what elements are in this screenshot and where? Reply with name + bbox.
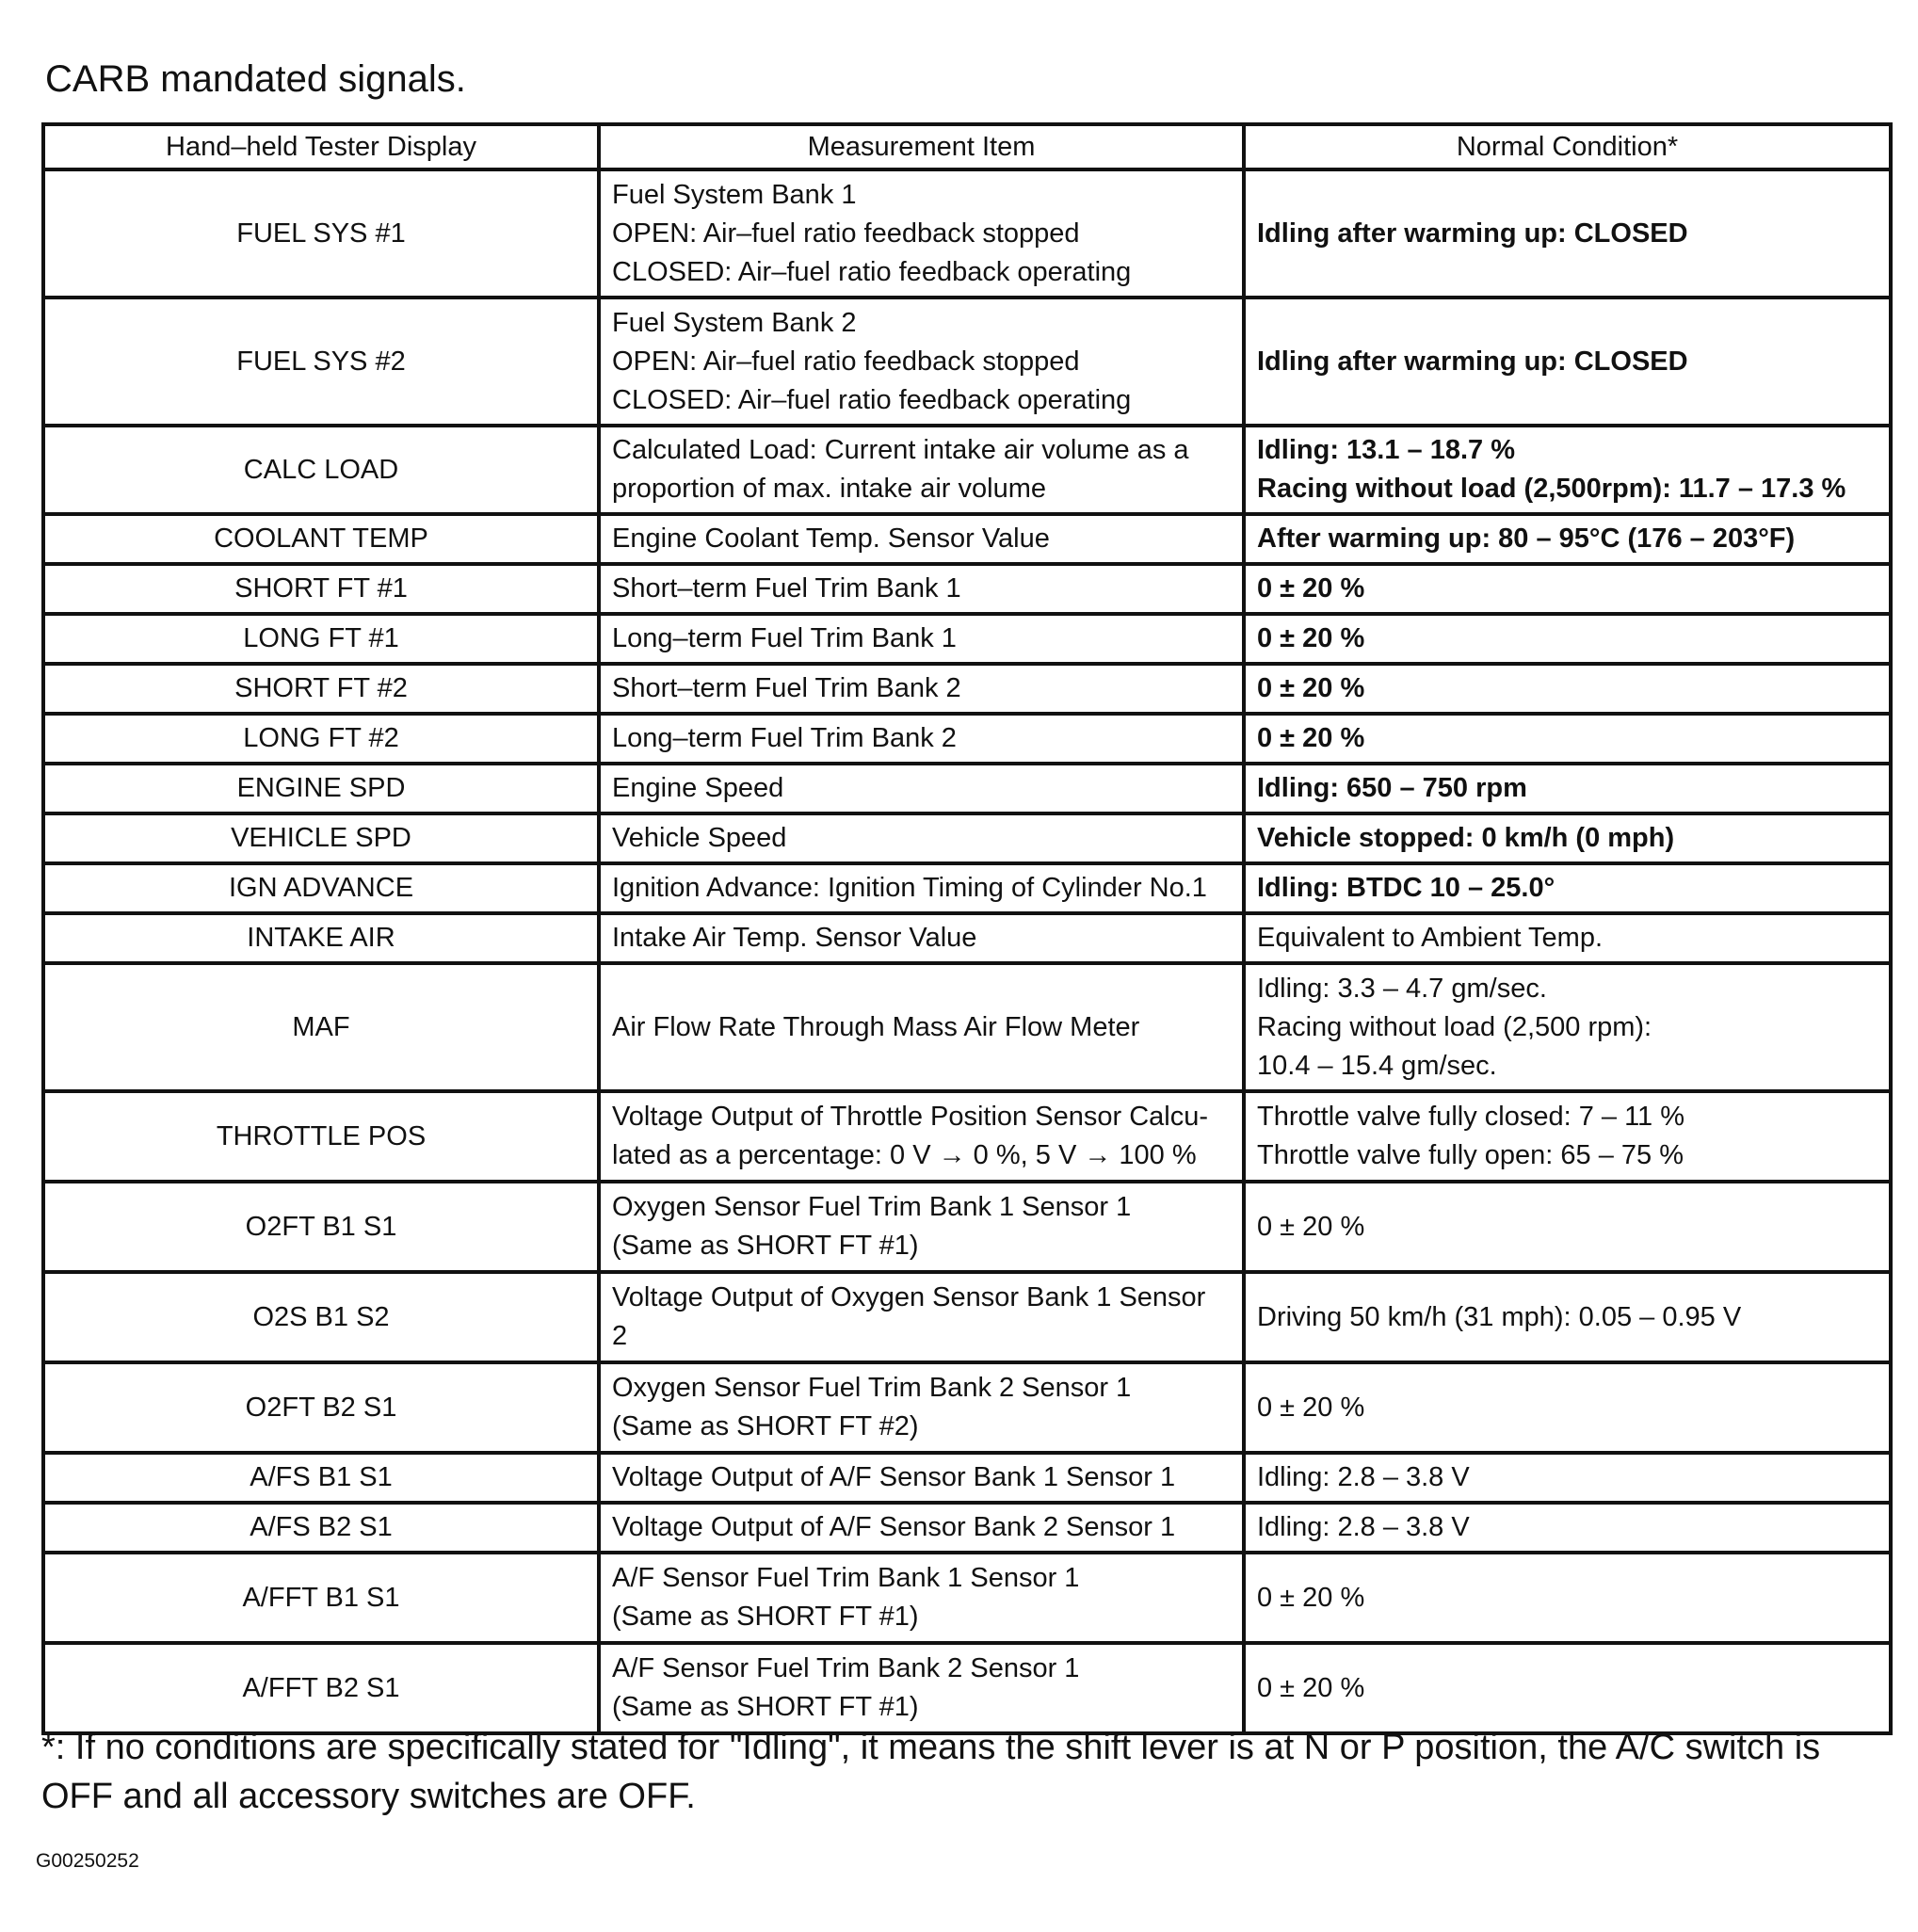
figure-code: G00250252	[36, 1850, 139, 1872]
condition-line: Idling: 2.8 – 3.8 V	[1257, 1462, 1470, 1492]
cell-measurement	[599, 564, 1244, 614]
measurement-line: Voltage Output of Oxygen Sensor Bank 1 Sensor	[612, 1282, 1206, 1312]
cell-measurement	[599, 1362, 1244, 1453]
condition-line: Idling: 3.3 – 4.7 gm/sec.	[1257, 973, 1547, 1004]
table-row	[43, 564, 1891, 614]
condition-line: Racing without load (2,500rpm): 11.7 – 17.3 %	[1257, 474, 1846, 504]
measurement-line: Fuel System Bank 1	[612, 179, 857, 210]
condition-line: Racing without load (2,500 rpm):	[1257, 1011, 1652, 1042]
condition-line: Idling: 650 – 750 rpm	[1257, 773, 1527, 803]
cell-measurement	[599, 298, 1244, 426]
signals-table-container	[41, 122, 1889, 1735]
table-body	[43, 169, 1891, 1733]
cell-condition	[1244, 1453, 1891, 1503]
table-row	[43, 1091, 1891, 1182]
cell-display: SHORT FT #1	[43, 564, 599, 614]
condition-line: Driving 50 km/h (31 mph): 0.05 – 0.95 V	[1257, 1301, 1742, 1332]
condition-line: 0 ± 20 %	[1257, 1582, 1365, 1613]
cell-display: THROTTLE POS	[43, 1091, 599, 1182]
measurement-line: Oxygen Sensor Fuel Trim Bank 2 Sensor 1	[612, 1373, 1132, 1403]
page-title: CARB mandated signals.	[45, 58, 466, 100]
cell-measurement	[599, 963, 1244, 1091]
table-row	[43, 963, 1891, 1091]
measurement-line: Engine Coolant Temp. Sensor Value	[612, 523, 1050, 554]
cell-display: CALC LOAD	[43, 426, 599, 514]
measurement-line: (Same as SHORT FT #1)	[612, 1692, 919, 1722]
measurement-line: A/F Sensor Fuel Trim Bank 1 Sensor 1	[612, 1563, 1080, 1593]
condition-line: Idling: 2.8 – 3.8 V	[1257, 1512, 1470, 1542]
footnote: *: If no conditions are specifically stated for "Idling", it means the shift lever is at N or P position, the A/C switch is OFF and all accessory switches are OFF.	[41, 1728, 1821, 1816]
signals-table	[41, 122, 1893, 1735]
condition-line: Idling after warming up: CLOSED	[1257, 346, 1688, 377]
condition-line: Idling after warming up: CLOSED	[1257, 217, 1688, 249]
cell-display: IGN ADVANCE	[43, 863, 599, 913]
cell-measurement	[599, 813, 1244, 863]
condition-line: 10.4 – 15.4 gm/sec.	[1257, 1050, 1497, 1081]
table-row	[43, 913, 1891, 963]
table-row	[43, 1643, 1891, 1733]
condition-line: 0 ± 20 %	[1257, 1392, 1365, 1423]
cell-display: FUEL SYS #2	[43, 298, 599, 426]
cell-display: COOLANT TEMP	[43, 514, 599, 564]
cell-condition	[1244, 913, 1891, 963]
table-row	[43, 1272, 1891, 1362]
cell-display: LONG FT #2	[43, 714, 599, 764]
cell-condition	[1244, 863, 1891, 913]
cell-measurement	[599, 1091, 1244, 1182]
cell-display: VEHICLE SPD	[43, 813, 599, 863]
cell-condition	[1244, 1091, 1891, 1182]
table-header-row	[43, 124, 1891, 169]
cell-condition	[1244, 813, 1891, 863]
cell-condition	[1244, 614, 1891, 664]
cell-measurement	[599, 863, 1244, 913]
measurement-line: Long–term Fuel Trim Bank 2	[612, 723, 957, 753]
measurement-line: Intake Air Temp. Sensor Value	[612, 923, 977, 953]
cell-measurement	[599, 1182, 1244, 1272]
cell-display: LONG FT #1	[43, 614, 599, 664]
cell-measurement	[599, 913, 1244, 963]
cell-measurement	[599, 714, 1244, 764]
header-measurement: Measurement Item	[599, 124, 1244, 169]
header-condition: Normal Condition*	[1244, 124, 1891, 169]
table-row	[43, 298, 1891, 426]
cell-measurement	[599, 614, 1244, 664]
measurement-line: Fuel System Bank 2	[612, 307, 857, 338]
condition-line: 0 ± 20 %	[1257, 1672, 1365, 1703]
cell-condition	[1244, 1503, 1891, 1553]
measurement-line: Short–term Fuel Trim Bank 2	[612, 673, 961, 703]
cell-condition	[1244, 426, 1891, 514]
condition-line: 0 ± 20 %	[1257, 623, 1365, 653]
measurement-line: (Same as SHORT FT #2)	[612, 1411, 919, 1441]
measurement-line: Engine Speed	[612, 773, 784, 803]
condition-line: After warming up: 80 – 95°C (176 – 203°F)	[1257, 523, 1796, 554]
measurement-line: Oxygen Sensor Fuel Trim Bank 1 Sensor 1	[612, 1192, 1132, 1222]
cell-condition	[1244, 963, 1891, 1091]
table-row	[43, 1553, 1891, 1643]
condition-line: Throttle valve fully open: 65 – 75 %	[1257, 1140, 1684, 1170]
cell-measurement	[599, 1643, 1244, 1733]
table-row	[43, 169, 1891, 298]
measurement-line: Voltage Output of A/F Sensor Bank 1 Sensor 1	[612, 1462, 1176, 1492]
table-row	[43, 714, 1891, 764]
table-row	[43, 863, 1891, 913]
table-row	[43, 664, 1891, 714]
measurement-line: Long–term Fuel Trim Bank 1	[612, 623, 957, 653]
condition-line: Throttle valve fully closed: 7 – 11 %	[1257, 1102, 1685, 1132]
measurement-line: Ignition Advance: Ignition Timing of Cylinder No.1	[612, 873, 1207, 903]
condition-line: Idling: BTDC 10 – 25.0°	[1257, 873, 1555, 903]
table-row	[43, 1362, 1891, 1453]
cell-measurement	[599, 426, 1244, 514]
measurement-line: Calculated Load: Current intake air volume as a	[612, 435, 1189, 465]
table-row	[43, 614, 1891, 664]
cell-condition	[1244, 1643, 1891, 1733]
cell-display: MAF	[43, 963, 599, 1091]
measurement-line: CLOSED: Air–fuel ratio feedback operating	[612, 384, 1132, 415]
measurement-line: proportion of max. intake air volume	[612, 474, 1046, 504]
cell-measurement	[599, 1453, 1244, 1503]
measurement-line: (Same as SHORT FT #1)	[612, 1602, 919, 1632]
cell-condition	[1244, 714, 1891, 764]
cell-condition	[1244, 1272, 1891, 1362]
cell-display: O2FT B1 S1	[43, 1182, 599, 1272]
cell-display: A/FS B2 S1	[43, 1503, 599, 1553]
cell-display: A/FS B1 S1	[43, 1453, 599, 1503]
cell-display: ENGINE SPD	[43, 764, 599, 813]
condition-line: Equivalent to Ambient Temp.	[1257, 923, 1604, 953]
header-display: Hand–held Tester Display	[43, 124, 599, 169]
cell-display: A/FFT B2 S1	[43, 1643, 599, 1733]
condition-line: 0 ± 20 %	[1257, 723, 1365, 753]
cell-measurement	[599, 764, 1244, 813]
cell-measurement	[599, 514, 1244, 564]
cell-measurement	[599, 169, 1244, 298]
condition-line: 0 ± 20 %	[1257, 1211, 1365, 1242]
cell-condition	[1244, 1182, 1891, 1272]
measurement-line: Vehicle Speed	[612, 823, 787, 853]
table-row	[43, 514, 1891, 564]
measurement-line: Voltage Output of A/F Sensor Bank 2 Sensor 1	[612, 1512, 1176, 1542]
condition-line: 0 ± 20 %	[1257, 573, 1365, 604]
table-row	[43, 426, 1891, 514]
table-row	[43, 1453, 1891, 1503]
cell-condition	[1244, 1553, 1891, 1643]
condition-line: Vehicle stopped: 0 km/h (0 mph)	[1257, 823, 1675, 853]
cell-condition	[1244, 764, 1891, 813]
measurement-line: Voltage Output of Throttle Position Sensor Calcu-	[612, 1102, 1208, 1132]
cell-display: O2FT B2 S1	[43, 1362, 599, 1453]
cell-display: SHORT FT #2	[43, 664, 599, 714]
cell-condition	[1244, 564, 1891, 614]
cell-measurement	[599, 664, 1244, 714]
table-row	[43, 1182, 1891, 1272]
table-row	[43, 764, 1891, 813]
cell-measurement	[599, 1553, 1244, 1643]
cell-display: A/FFT B1 S1	[43, 1553, 599, 1643]
measurement-line: 2	[612, 1321, 628, 1351]
cell-measurement	[599, 1272, 1244, 1362]
measurement-line: OPEN: Air–fuel ratio feedback stopped	[612, 346, 1080, 377]
cell-condition	[1244, 169, 1891, 298]
measurement-line: OPEN: Air–fuel ratio feedback stopped	[612, 217, 1080, 249]
measurement-line: (Same as SHORT FT #1)	[612, 1231, 919, 1261]
condition-line: 0 ± 20 %	[1257, 673, 1365, 703]
condition-line: Idling: 13.1 – 18.7 %	[1257, 435, 1515, 465]
cell-measurement	[599, 1503, 1244, 1553]
cell-condition	[1244, 664, 1891, 714]
cell-condition	[1244, 298, 1891, 426]
cell-condition	[1244, 514, 1891, 564]
cell-condition	[1244, 1362, 1891, 1453]
measurement-line: A/F Sensor Fuel Trim Bank 2 Sensor 1	[612, 1653, 1080, 1683]
measurement-line: Air Flow Rate Through Mass Air Flow Meter	[612, 1011, 1140, 1042]
cell-display: O2S B1 S2	[43, 1272, 599, 1362]
cell-display: FUEL SYS #1	[43, 169, 599, 298]
table-row	[43, 813, 1891, 863]
cell-display: INTAKE AIR	[43, 913, 599, 963]
measurement-line: lated as a percentage: 0 V → 0 %, 5 V → 100 %	[612, 1140, 1197, 1170]
table-row	[43, 1503, 1891, 1553]
measurement-line: CLOSED: Air–fuel ratio feedback operating	[612, 256, 1132, 287]
measurement-line: Short–term Fuel Trim Bank 1	[612, 573, 961, 604]
